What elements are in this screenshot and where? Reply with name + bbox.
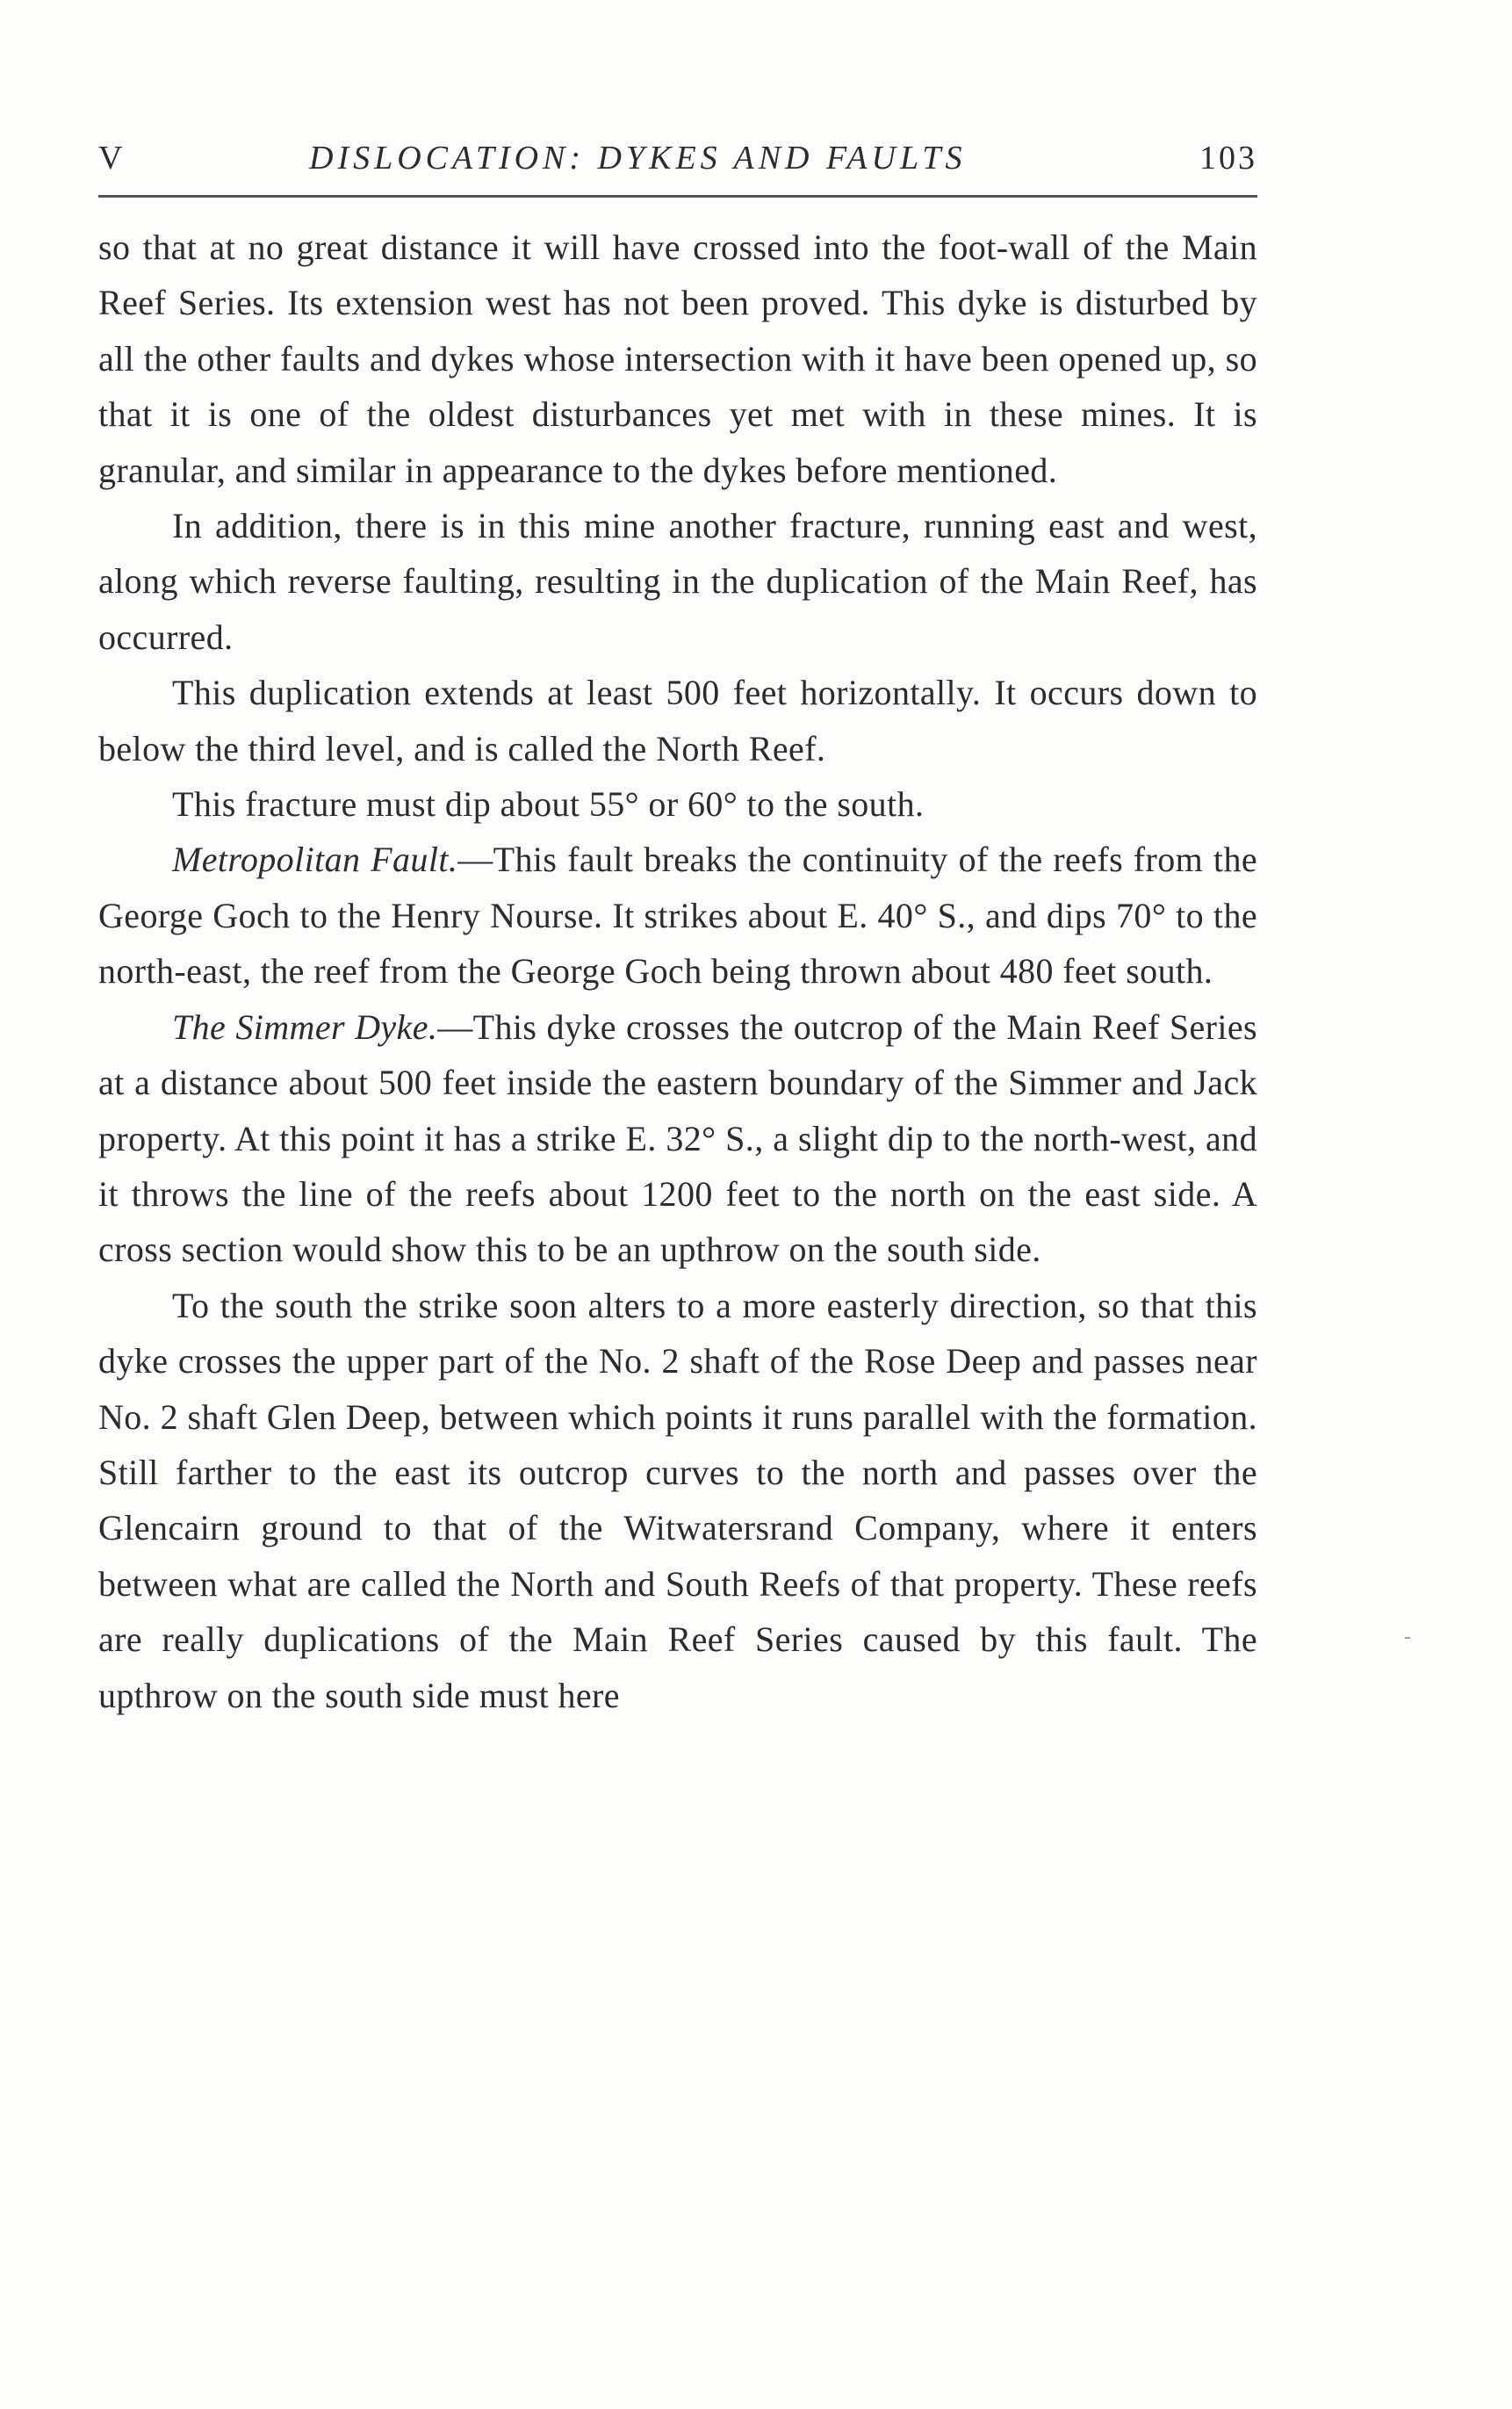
paragraph-dip: This fracture must dip about 55° or 60° to the south. xyxy=(172,784,925,825)
header-rule xyxy=(98,195,1257,198)
running-title: DISLOCATION: DYKES AND FAULTS xyxy=(309,140,967,177)
paragraph-simmer-text: —This dyke crosses the outcrop of the Main Reef Series at a distance about 500 feet inside the eastern boundary of the Simmer and Jack property. At this point it has a strike E. 32° S., a slight dip to the north-west, and it throws the line of the reefs about 1200 feet to the north on the east side. A cross section would show this to be an upthrow on the south side. xyxy=(98,1006,1257,1270)
margin-mark xyxy=(1405,1637,1410,1639)
chapter-number: V xyxy=(98,140,125,177)
paragraph-simmer-dyke xyxy=(98,999,1257,1278)
section-heading-metropolitan-fault: Metropolitan Fault. xyxy=(172,840,458,880)
page-number: 103 xyxy=(1199,140,1257,177)
paragraph-duplication: This duplication extends at least 500 feet horizontally. It occurs down to below the third level, and is called the North Reef. xyxy=(98,673,1257,768)
paragraph-metropolitan-text: —This fault breaks the continuity of the reefs from the George Goch to the Henry Nourse. It strikes about E. 40° S., and dips 70° to the north-east, the reef from the George Goch being thrown about 480 feet south. xyxy=(98,840,1258,992)
body-text xyxy=(98,220,1257,1723)
paragraph-metropolitan-fault xyxy=(98,832,1257,999)
section-heading-simmer-dyke: The Simmer Dyke. xyxy=(172,1006,438,1047)
paragraph-strike-alters: To the south the strike soon alters to a more easterly direction, so that this dyke crosses the upper part of the No. 2 shaft of the Rose Deep and passes near No. 2 shaft Glen Deep, between which points it runs parallel with the formation. Still farther to the east its outcrop curves to the north and passes over the Glencairn ground to that of the Witwatersrand Company, where it enters between what are called the North and South Reefs of that property. These reefs are really duplications of the Main Reef Series caused by this fault. The upthrow on the south side must here xyxy=(98,1285,1257,1715)
running-head xyxy=(98,132,1257,184)
paragraph-continued: so that at no great distance it will have crossed into the foot-wall of the Main Reef Series. Its extension west has not been proved. This dyke is disturbed by all the other faults and dykes whose intersection with it have been opened up, so that it is one of the oldest disturbances yet met with in these mines. It is granular, and similar in appearance to the dykes before mentioned. xyxy=(98,227,1257,490)
paragraph-fracture: In addition, there is in this mine another fracture, running east and west, along which reverse faulting, resulting in the duplication of the Main Reef, has occurred. xyxy=(98,506,1257,657)
